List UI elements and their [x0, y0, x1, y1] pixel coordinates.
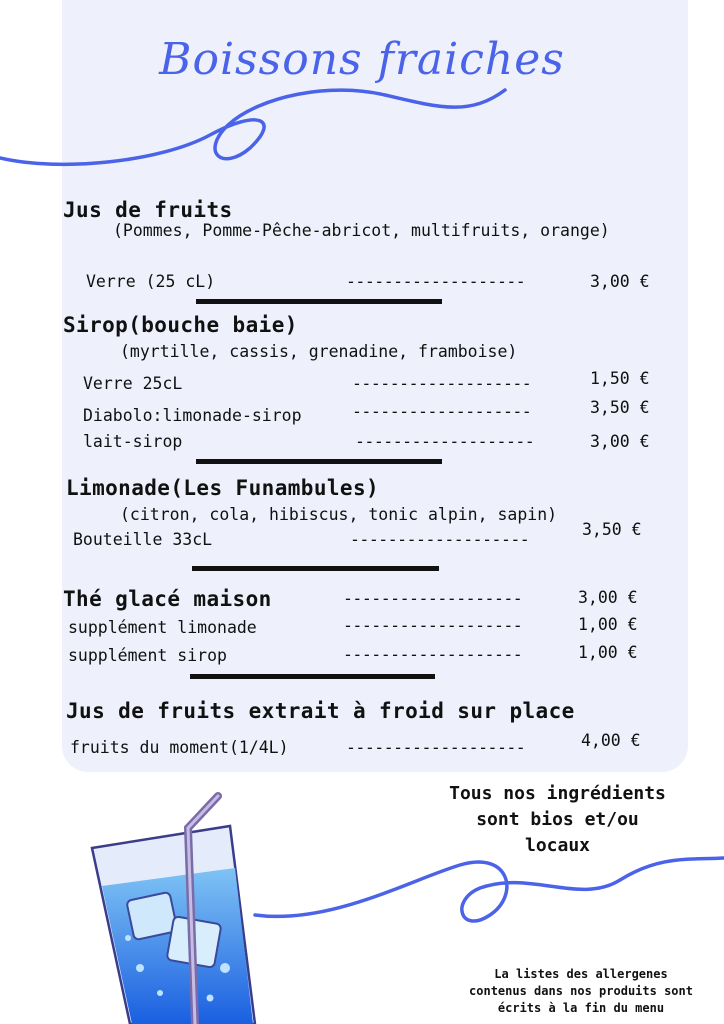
bio-note-line: locaux [524, 835, 591, 856]
menu-item-price: 3,00 € [578, 588, 638, 607]
menu-title: Boissons fraiches [159, 34, 565, 85]
menu-item-price: 1,00 € [578, 615, 638, 634]
menu-item-label: lait-sirop [83, 432, 183, 451]
menu-item-price: 3,00 € [590, 432, 650, 451]
allergen-note-line: contenus dans nos produits sont [469, 984, 693, 998]
menu-item-leader: ------------------- [350, 530, 530, 549]
section-heading-sirop: Sirop(bouche baie) [63, 313, 298, 337]
section-divider [196, 459, 442, 464]
menu-item-price: 3,50 € [590, 398, 650, 417]
menu-item-price: 4,00 € [581, 731, 641, 750]
menu-item-leader: ------------------- [346, 272, 526, 291]
menu-item-leader: ------------------- [346, 738, 526, 757]
menu-item-leader: ------------------- [352, 374, 532, 393]
menu-item-leader: ------------------- [343, 645, 523, 664]
menu-item-price: 1,50 € [590, 369, 650, 388]
section-heading-limonade: Limonade(Les Funambules) [66, 476, 380, 500]
allergen-note-line: écrits à la fin du menu [497, 1001, 665, 1015]
menu-item-label: supplément sirop [68, 646, 227, 665]
section-subtitle: (citron, cola, hibiscus, tonic alpin, sapin) [120, 505, 558, 524]
section-heading-the-glace: Thé glacé maison [63, 587, 272, 611]
bio-note-line: Tous nos ingrédients [449, 783, 666, 804]
menu-item-label: Diabolo:limonade-sirop [83, 406, 302, 425]
drink-glass-illustration [70, 788, 270, 1024]
section-divider [190, 674, 435, 679]
menu-item-leader: ------------------- [352, 402, 532, 421]
menu-item-price: 3,50 € [582, 520, 642, 539]
section-divider [196, 299, 442, 304]
menu-item-label: Bouteille 33cL [73, 530, 213, 549]
section-subtitle: (Pommes, Pomme-Pêche-abricot, multifruits, orange) [113, 221, 610, 240]
menu-item-leader: ------------------- [355, 432, 535, 451]
menu-item-label: Verre (25 cL) [86, 272, 216, 291]
menu-item-price: 1,00 € [578, 643, 638, 662]
section-heading-jus-extrait: Jus de fruits extrait à froid sur place [66, 699, 575, 723]
section-heading-jus-de-fruits: Jus de fruits [63, 198, 233, 222]
allergen-note [445, 966, 717, 1017]
section-divider [192, 566, 439, 571]
menu-item-price: 3,00 € [590, 272, 650, 291]
bio-note-line: sont bios et/ou [476, 809, 639, 830]
menu-item-leader: ------------------- [343, 616, 523, 635]
menu-item-label: supplément limonade [68, 618, 257, 637]
bio-note [410, 781, 705, 859]
menu-item-label: fruits du moment(1/4L) [70, 738, 289, 757]
menu-item-leader: ------------------- [343, 589, 523, 608]
allergen-note-line: La listes des allergenes [494, 967, 668, 981]
menu-item-label: Verre 25cL [83, 374, 183, 393]
section-subtitle: (myrtille, cassis, grenadine, framboise) [120, 342, 518, 361]
